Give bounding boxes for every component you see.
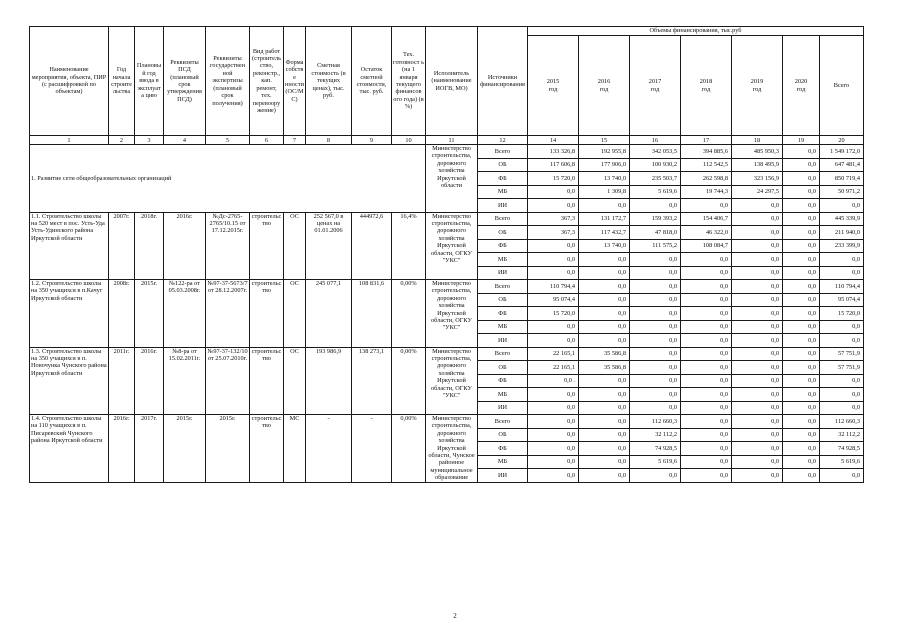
readiness: 0,00% (392, 280, 426, 348)
funding-value: 0,0 (681, 442, 732, 456)
funding-value: 0,0 (579, 428, 630, 442)
col-header-year-2020: 2020 год (783, 36, 820, 136)
col-header-psd: Реквизиты ПСД (плановый срок утверждения ПСД) (164, 27, 206, 136)
funding-value: 0,0 (783, 361, 820, 375)
funding-value: 0,0 (528, 185, 579, 199)
funding-value: 22 165,1 (528, 347, 579, 361)
funding-value: 0,0 (579, 469, 630, 483)
funding-value: 0,0 (732, 334, 783, 348)
start-year: 2016г. (109, 415, 135, 483)
funding-source: Всего (478, 347, 528, 361)
funding-value: 0,0 (820, 266, 864, 280)
funding-value: 367,3 (528, 226, 579, 240)
col-header-expertise: Реквизиты государствен ной экспертизы (плановый срок получения) (206, 27, 250, 136)
funding-value: 110 794,4 (820, 280, 864, 294)
work-type: строительс тво (250, 347, 284, 415)
plan-year: 2016г. (135, 347, 164, 415)
column-number: 2 (109, 136, 135, 145)
expertise-details: №97-37-132/10 от 25.07.2010г. (206, 347, 250, 415)
funding-value: 0,0 (528, 199, 579, 213)
funding-value: 32 112,2 (630, 428, 681, 442)
estimated-cost: 252 567,0 в ценах на 01.01.2006 (306, 212, 352, 280)
funding-value: 0,0 (732, 388, 783, 402)
funding-value: 131 172,7 (579, 212, 630, 226)
executor: Министерство строительства, дорожного хозяйства Иркутской области (426, 145, 478, 213)
psd-details: №122-ра от 05.03.2008г. (164, 280, 206, 348)
funding-value: 95 074,4 (820, 293, 864, 307)
funding-value: 0,0 (681, 428, 732, 442)
readiness: 0,00% (392, 347, 426, 415)
col-header-year-2017: 2017 год (630, 36, 681, 136)
plan-year: 2015г. (135, 280, 164, 348)
funding-value: 133 326,8 (528, 145, 579, 159)
funding-value: 323 156,9 (732, 172, 783, 186)
funding-value: 0,0 (820, 320, 864, 334)
column-number: 19 (783, 136, 820, 145)
estimated-cost: 193 986,9 (306, 347, 352, 415)
document-page (29, 26, 863, 483)
funding-source: ФБ (478, 307, 528, 321)
psd-details: №8-ра от 15.02.2011г. (164, 347, 206, 415)
funding-value: 0,0 (732, 401, 783, 415)
funding-value: 0,0 (820, 401, 864, 415)
table-row (30, 212, 864, 226)
remaining-cost: 108 831,6 (352, 280, 392, 348)
column-number: 5 (206, 136, 250, 145)
funding-value: 0,0 (681, 199, 732, 213)
object-name: 1.3. Строительство школы на 350 учащихся в п. Новочунка Чунского района Иркутской области (30, 347, 109, 415)
funding-value: 5 619,6 (630, 185, 681, 199)
column-number: 4 (164, 136, 206, 145)
funding-value: 0,0 (732, 212, 783, 226)
funding-value: 0,0 (783, 442, 820, 456)
funding-value: 74 928,5 (630, 442, 681, 456)
column-number: 3 (135, 136, 164, 145)
funding-value: 0,0 (579, 307, 630, 321)
section-title: 1. Развитие сети общеобразовательных организаций (30, 145, 426, 213)
object-name: 1.1. Строительство школы на 520 мест в пос. Усть-Уда Усть-Удинского района Иркутской области (30, 212, 109, 280)
funding-value: 850 719,4 (820, 172, 864, 186)
expertise-details: №Дс-2765-2765/10.15 от 17.12.2015г. (206, 212, 250, 280)
table-header (30, 27, 864, 145)
funding-source: Всего (478, 212, 528, 226)
col-header-year-2016: 2016 год (579, 36, 630, 136)
col-header-year-2015: 2015 год (528, 36, 579, 136)
funding-value: 0,0 (681, 374, 732, 388)
funding-source: МБ (478, 455, 528, 469)
ownership: МС (284, 415, 306, 483)
funding-value: 0,0 (630, 199, 681, 213)
funding-value: 0,0 (630, 293, 681, 307)
funding-value: 117 432,7 (579, 226, 630, 240)
column-number-row (30, 136, 864, 145)
funding-value: 0,0 . (528, 374, 579, 388)
funding-value: 57 751,9 (820, 347, 864, 361)
funding-value: 1 309,8 (579, 185, 630, 199)
funding-value: 0,0 (783, 374, 820, 388)
column-number: 12 (478, 136, 528, 145)
funding-value: 0,0 (732, 320, 783, 334)
funding-value: 0,0 (681, 320, 732, 334)
column-number: 10 (392, 136, 426, 145)
funding-value: 0,0 (630, 401, 681, 415)
funding-value: 0,0 (681, 347, 732, 361)
table-row (30, 145, 864, 159)
funding-value: 0,0 (630, 320, 681, 334)
funding-value: 0,0 (732, 199, 783, 213)
funding-value: 0,0 (783, 401, 820, 415)
funding-value: 0,0 (783, 253, 820, 267)
funding-value: 0,0 (579, 280, 630, 294)
funding-value: 46 322,0 (681, 226, 732, 240)
funding-value: 0,0 (630, 361, 681, 375)
funding-value: 13 740,0 (579, 172, 630, 186)
column-number: 14 (528, 136, 579, 145)
funding-source: ИИ (478, 266, 528, 280)
funding-source: МБ (478, 388, 528, 402)
col-header-work-type: Вид работ (строитель ство, реконстр., кап. ремонт, тех. перевоору жение) (250, 27, 284, 136)
funding-value: 0,0 (783, 307, 820, 321)
funding-value: 110 794,4 (528, 280, 579, 294)
column-number: 11 (426, 136, 478, 145)
funding-value: 0,0 (579, 455, 630, 469)
plan-year: 2017г. (135, 415, 164, 483)
funding-source: ОБ (478, 293, 528, 307)
funding-value: 0,0 (579, 199, 630, 213)
funding-value: 192 955,8 (579, 145, 630, 159)
funding-value: 0,0 (783, 212, 820, 226)
col-header-readiness: Тех. готовност ь (на 1 января текущего финансов ого года) (в %) (392, 27, 426, 136)
funding-value: 0,0 (783, 320, 820, 334)
funding-value: 15 720,0 (528, 307, 579, 321)
table-row (30, 280, 864, 294)
funding-value: 0,0 (681, 455, 732, 469)
funding-value: 0,0 (579, 401, 630, 415)
ownership: ОС (284, 280, 306, 348)
funding-value: 74 928,5 (820, 442, 864, 456)
funding-value: 22 165,1 (528, 361, 579, 375)
funding-value: 262 598,8 (681, 172, 732, 186)
funding-value: 0,0 (820, 199, 864, 213)
funding-value: 0,0 (528, 428, 579, 442)
col-header-total: Всего (820, 36, 864, 136)
funding-value: 647 481,4 (820, 158, 864, 172)
funding-value: 0,0 (528, 334, 579, 348)
readiness: 16,4% (392, 212, 426, 280)
funding-value: 0,0 (732, 307, 783, 321)
funding-value: 177 906,0 (579, 158, 630, 172)
funding-value: 0,0 (783, 266, 820, 280)
table-body (30, 145, 864, 483)
funding-value: 0,0 (528, 239, 579, 253)
remaining-cost: 138 273,1 (352, 347, 392, 415)
funding-value: 13 740,0 (579, 239, 630, 253)
funding-value: 0,0 (630, 388, 681, 402)
funding-value: 0,0 (783, 226, 820, 240)
col-header-rest: Остаток сметной стоимости, тыс. руб. (352, 27, 392, 136)
funding-value: 0,0 (783, 158, 820, 172)
funding-source: ФБ (478, 239, 528, 253)
funding-value: 0,0 (681, 253, 732, 267)
funding-value: 0,0 (783, 428, 820, 442)
funding-value: 0,0 (732, 266, 783, 280)
funding-value: 0,0 (630, 280, 681, 294)
psd-details: 2015г. (164, 415, 206, 483)
funding-value: 0,0 (783, 199, 820, 213)
funding-value: 0,0 (783, 145, 820, 159)
col-header-sources: Источники финансирования (478, 27, 528, 136)
funding-value: 100 930,2 (630, 158, 681, 172)
funding-value: 0,0 (820, 253, 864, 267)
funding-value: 0,0 (681, 280, 732, 294)
funding-value: 0,0 (732, 347, 783, 361)
funding-value: 0,0 (681, 415, 732, 429)
column-number: 20 (820, 136, 864, 145)
funding-value: 0,0 (630, 347, 681, 361)
financing-table (29, 26, 864, 483)
ownership: ОС (284, 212, 306, 280)
executor: Министерство строительства, дорожного хозяйства Иркутской области, Чунское районное муниципальное образование (426, 415, 478, 483)
financing-title: Объемы финансирования, тыс.руб (528, 27, 864, 36)
column-number: 16 (630, 136, 681, 145)
object-name: 1.2. Строительство школы на 350 учащихся в п.Качуг Иркутской области (30, 280, 109, 348)
funding-value: 0,0 (528, 442, 579, 456)
col-header-executor: Исполнитель (наименование ИОГВ, МО) (426, 27, 478, 136)
work-type: строительс тво (250, 212, 284, 280)
executor: Министерство строительства, дорожного хозяйства Иркутской области, ОГКУ "УКС" (426, 212, 478, 280)
funding-source: ИИ (478, 199, 528, 213)
funding-value: 32 112,2 (820, 428, 864, 442)
executor: Министерство строительства, дорожного хозяйства Иркутской области, ОГКУ "УКС" (426, 347, 478, 415)
work-type: строительс тво (250, 280, 284, 348)
funding-value: 394 885,6 (681, 145, 732, 159)
funding-value: 0,0 (732, 239, 783, 253)
funding-value: 159 393,2 (630, 212, 681, 226)
funding-value: 0,0 (579, 334, 630, 348)
funding-value: 0,0 (579, 388, 630, 402)
funding-value: 138 495,9 (732, 158, 783, 172)
funding-value: 0,0 (681, 388, 732, 402)
funding-source: Всего (478, 415, 528, 429)
work-type: строительс тво (250, 415, 284, 483)
funding-source: ИИ (478, 401, 528, 415)
funding-value: 0,0 (681, 401, 732, 415)
funding-value: 0,0 (732, 442, 783, 456)
table-row (30, 415, 864, 429)
funding-value: 0,0 (630, 253, 681, 267)
funding-value: 0,0 (732, 280, 783, 294)
funding-value: 0,0 (681, 266, 732, 280)
funding-value: 0,0 (579, 266, 630, 280)
plan-year: 2018г. (135, 212, 164, 280)
funding-value: 19 744,3 (681, 185, 732, 199)
funding-value: 0,0 (732, 455, 783, 469)
funding-value: 50 971,2 (820, 185, 864, 199)
funding-value: 0,0 (528, 469, 579, 483)
ownership: ОС (284, 347, 306, 415)
funding-value: 0,0 (732, 293, 783, 307)
funding-value: 57 751,9 (820, 361, 864, 375)
col-header-plan-year: Плановый год ввода в эксплуата цию (135, 27, 164, 136)
funding-source: ОБ (478, 158, 528, 172)
funding-value: 0,0 (783, 347, 820, 361)
funding-value: 342 053,5 (630, 145, 681, 159)
funding-source: МБ (478, 320, 528, 334)
funding-value: 0,0 (820, 469, 864, 483)
funding-value: 0,0 (579, 442, 630, 456)
funding-value: 5 619,6 (630, 455, 681, 469)
funding-source: ОБ (478, 226, 528, 240)
col-header-cost: Сметная стоимость (в текущих ценах), тыс. руб. (306, 27, 352, 136)
funding-source: ФБ (478, 442, 528, 456)
funding-value: 0,0 (528, 455, 579, 469)
funding-value: 0,0 (579, 415, 630, 429)
funding-value: 0,0 (732, 469, 783, 483)
funding-value: 233 399,9 (820, 239, 864, 253)
funding-value: 0,0 (528, 401, 579, 415)
funding-value: 0,0 (732, 374, 783, 388)
funding-value: 0,0 (783, 469, 820, 483)
funding-value: 0,0 (732, 428, 783, 442)
funding-value: 0,0 (820, 334, 864, 348)
funding-value: 111 575,2 (630, 239, 681, 253)
remaining-cost: 444972,6 (352, 212, 392, 280)
remaining-cost: - (352, 415, 392, 483)
funding-source: МБ (478, 185, 528, 199)
funding-value: 445 339,9 (820, 212, 864, 226)
funding-value: 35 586,8 (579, 347, 630, 361)
column-number: 8 (306, 136, 352, 145)
funding-value: 35 586,8 (579, 361, 630, 375)
funding-value: 0,0 (732, 253, 783, 267)
funding-value: 0,0 (681, 334, 732, 348)
col-header-year-2019: 2019 год (732, 36, 783, 136)
start-year: 2008г. (109, 280, 135, 348)
funding-source: МБ (478, 253, 528, 267)
funding-source: ИИ (478, 469, 528, 483)
funding-value: 367,3 (528, 212, 579, 226)
column-number: 18 (732, 136, 783, 145)
funding-value: 0,0 (681, 361, 732, 375)
funding-value: 15 720,0 (528, 172, 579, 186)
col-header-start-year: Год начала строите льства (109, 27, 135, 136)
funding-value: 0,0 (732, 361, 783, 375)
funding-source: ОБ (478, 428, 528, 442)
readiness: 0,00% (392, 415, 426, 483)
psd-details: 2016г. (164, 212, 206, 280)
col-header-year-2018: 2018 год (681, 36, 732, 136)
funding-value: 0,0 (579, 374, 630, 388)
funding-value: 0,0 (820, 374, 864, 388)
funding-value: 0,0 (783, 334, 820, 348)
funding-value: 24 297,5 (732, 185, 783, 199)
funding-value: 235 503,7 (630, 172, 681, 186)
funding-value: 0,0 (820, 388, 864, 402)
column-number: 7 (284, 136, 306, 145)
column-number: 9 (352, 136, 392, 145)
funding-value: 0,0 (783, 455, 820, 469)
funding-value: 112 660,3 (630, 415, 681, 429)
funding-value: 0,0 (783, 280, 820, 294)
funding-value: 485 950,3 (732, 145, 783, 159)
funding-value: 117 606,8 (528, 158, 579, 172)
funding-source: ИИ (478, 334, 528, 348)
funding-value: 95 074,4 (528, 293, 579, 307)
funding-value: 112 660,3 (820, 415, 864, 429)
funding-value: 0,0 (630, 469, 681, 483)
funding-value: 0,0 (579, 320, 630, 334)
funding-value: 0,0 (630, 307, 681, 321)
funding-value: 108 084,7 (681, 239, 732, 253)
funding-value: 0,0 (630, 266, 681, 280)
executor: Министерство строительства, дорожного хозяйства Иркутской области, ОГКУ "УКС" (426, 280, 478, 348)
funding-value: 0,0 (528, 388, 579, 402)
column-number: 6 (250, 136, 284, 145)
funding-source: Всего (478, 145, 528, 159)
funding-source: ФБ (478, 172, 528, 186)
funding-value: 0,0 (783, 415, 820, 429)
funding-value: 0,0 (579, 293, 630, 307)
estimated-cost: - (306, 415, 352, 483)
funding-value: 47 818,0 (630, 226, 681, 240)
funding-value: 0,0 (528, 266, 579, 280)
table-row (30, 347, 864, 361)
column-number: 1 (30, 136, 109, 145)
funding-source: Всего (478, 280, 528, 294)
col-header-name: Наименование мероприятия, объекта, ПИР (с расшифровкой по объектам) (30, 27, 109, 136)
funding-value: 211 940,0 (820, 226, 864, 240)
page-number: 2 (453, 612, 457, 620)
column-number: 17 (681, 136, 732, 145)
funding-value: 0,0 (783, 239, 820, 253)
column-number: 15 (579, 136, 630, 145)
funding-value: 0,0 (579, 253, 630, 267)
expertise-details: 2015г. (206, 415, 250, 483)
funding-value: 0,0 (783, 172, 820, 186)
funding-value: 154 406,7 (681, 212, 732, 226)
funding-value: 0,0 (732, 415, 783, 429)
funding-value: 5 619,6 (820, 455, 864, 469)
funding-value: 0,0 (783, 293, 820, 307)
expertise-details: №97-37-5673/7 от 28.12.2007г. (206, 280, 250, 348)
funding-value: 0,0 (528, 253, 579, 267)
funding-value: 0,0 (681, 293, 732, 307)
estimated-cost: 245 077,1 (306, 280, 352, 348)
funding-value: 15 720,0 (820, 307, 864, 321)
funding-value: 0,0 (732, 226, 783, 240)
start-year: 2007г. (109, 212, 135, 280)
funding-value: 0,0 (681, 307, 732, 321)
funding-value: 0,0 (630, 334, 681, 348)
funding-value: 0,0 (528, 415, 579, 429)
start-year: 2011г. (109, 347, 135, 415)
funding-value: 112 542,5 (681, 158, 732, 172)
funding-source: ФБ (478, 374, 528, 388)
funding-value: 0,0 (783, 185, 820, 199)
funding-source: ОБ (478, 361, 528, 375)
col-header-ownership: Форма собстве нности (ОС/М С) (284, 27, 306, 136)
funding-value: 0,0 (783, 388, 820, 402)
funding-value: 0,0 (681, 469, 732, 483)
object-name: 1.4. Строительство школы на 110 учащихся в п. Писаревский Чунского района Иркутской области (30, 415, 109, 483)
funding-value: 0,0 (528, 320, 579, 334)
funding-value: 1 549 172,0 (820, 145, 864, 159)
funding-value: 0,0 (630, 374, 681, 388)
